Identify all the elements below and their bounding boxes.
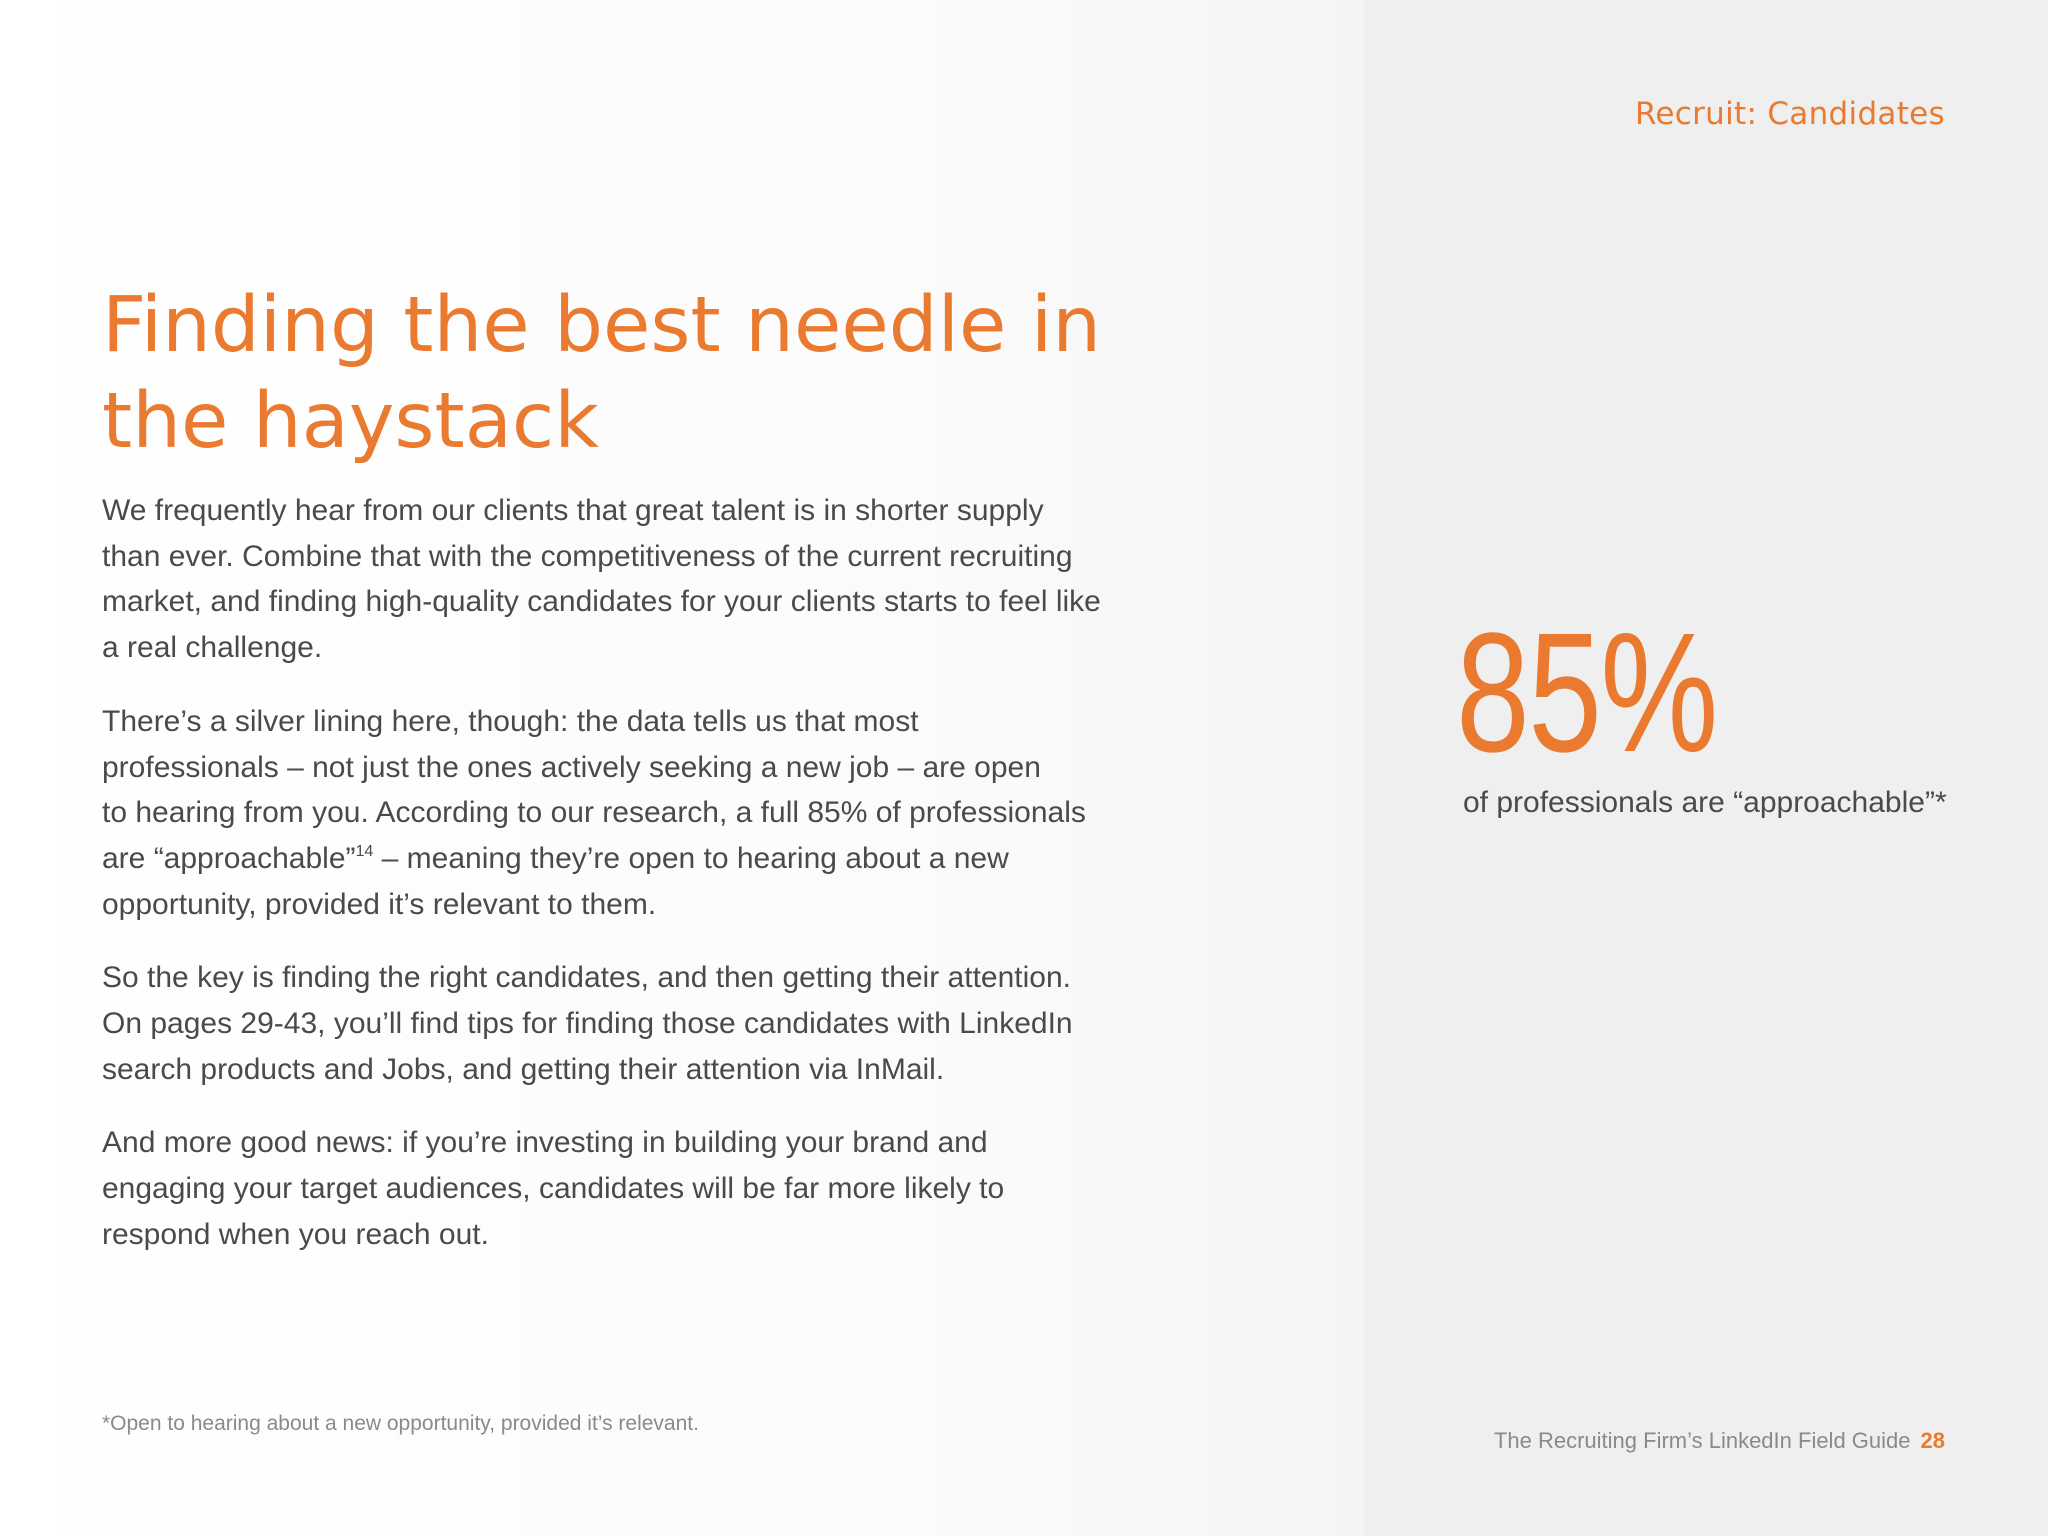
paragraph-line: There’s a silver lining here, though: the data tells us that most (102, 704, 919, 738)
approachable-text: are “approachable” (102, 841, 356, 875)
paragraph-line: search products and Jobs, and getting their attention via InMail. (102, 1052, 945, 1086)
page-title (102, 278, 1102, 470)
paragraph-line: On pages 29-43, you’ll find tips for finding those candidates with LinkedIn (102, 1007, 1073, 1041)
paragraph-line: professionals – not just the ones actively seeking a new job – are open (102, 750, 1041, 784)
paragraph-line: respond when you reach out. (102, 1217, 489, 1251)
stat-number: 85% (1456, 598, 1717, 788)
paragraph-4 (102, 1120, 1202, 1257)
body-text (102, 488, 1202, 1286)
paragraph-line: We frequently hear from our clients that great talent is in shorter supply (102, 494, 1044, 527)
paragraph-2 (102, 699, 1202, 928)
page-title-line-2: the haystack (102, 377, 599, 466)
guide-title: The Recruiting Firm’s LinkedIn Field Guide (1493, 1428, 1911, 1453)
page-footer (1494, 1428, 1945, 1454)
paragraph-line: market, and finding high-quality candidates for your clients starts to feel like (102, 585, 1101, 619)
footnote: *Open to hearing about a new opportunity, provided it’s relevant. (102, 1412, 699, 1435)
meaning-text: – meaning they’re open to hearing about a new (373, 841, 1009, 875)
paragraph-3 (102, 955, 1202, 1092)
paragraph-line: And more good news: if you’re investing in building your brand and (102, 1126, 988, 1160)
paragraph-line: than ever. Combine that with the competitiveness of the current recruiting (102, 539, 1073, 573)
page-number: 28 (1920, 1428, 1945, 1453)
paragraph-line: to hearing from you. According to our research, a full 85% of professionals (102, 796, 1086, 830)
section-label: Recruit: Candidates (1634, 96, 1945, 132)
paragraph-line: a real challenge. (102, 631, 323, 665)
paragraph-line (102, 836, 1202, 882)
paragraph-1 (102, 488, 1202, 671)
paragraph-line: opportunity, provided it’s relevant to them. (102, 887, 657, 921)
paragraph-line: engaging your target audiences, candidates will be far more likely to (102, 1172, 1005, 1206)
page-title-line-1: Finding the best needle in (102, 281, 1102, 370)
footnote-reference: 14 (355, 842, 374, 860)
paragraph-line: So the key is finding the right candidates, and then getting their attention. (102, 961, 1071, 995)
stat-caption: of professionals are “approachable”* (1463, 786, 1947, 819)
